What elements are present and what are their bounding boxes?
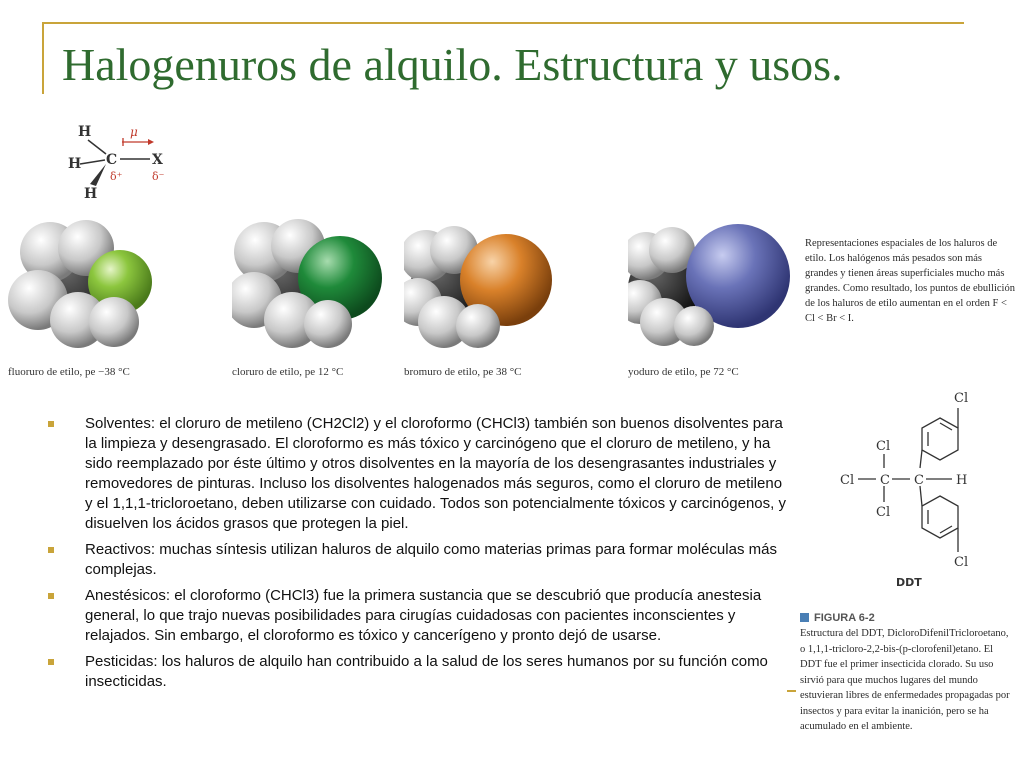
formula-delta-minus: δ⁻	[152, 170, 165, 183]
slide-title: Halogenuros de alquilo. Estructura y usos.	[62, 39, 843, 90]
figure-caption: Estructura del DDT, DicloroDifenilTricloroetano, o 1,1,1-tricloro-2,2-bis-(p-clorofenil)etano. El DDT fue el primer insecticida clorado. Su uso sirvió para que muchos lugares del mundo estuvieran libres de enfermedades propagadas por insectos y para evitar la inanición, pero se ha acumulado en el ambiente.	[800, 628, 1010, 732]
formula-delta-plus: δ⁺	[110, 170, 123, 183]
model-label: yoduro de etilo, pe 72 °C	[628, 366, 739, 378]
figure-heading	[800, 612, 875, 624]
formula-h-left: H	[68, 156, 82, 172]
bullet-marker	[48, 659, 54, 665]
model-label: fluoruro de etilo, pe −38 °C	[8, 366, 130, 378]
decorative-dash	[787, 690, 796, 692]
ddt-h: H	[956, 473, 968, 488]
ddt-cl-lower: Cl	[876, 505, 891, 520]
model-label: bromuro de etilo, pe 38 °C	[404, 366, 522, 378]
bullet-anestesicos	[46, 586, 786, 646]
figure-marker	[800, 613, 809, 622]
title-frame-left	[42, 22, 44, 94]
bullet-text: Anestésicos: el cloroformo (CHCl3) fue la primera sustancia que se descubrió que producía anestesia general, lo que trajo nuevas posibilidades para cirugías cuidadosas con pacientes inconscientes y relajados. Sin embargo, el cloroformo es tóxico y cancerígeno y pronto dejó de usarse.	[85, 587, 762, 644]
bullet-text: Pesticidas: los haluros de alquilo han contribuido a la salud de los seres humanos por su función como insecticidas.	[85, 653, 768, 690]
model-ethyl-fluoride	[8, 210, 218, 380]
bullet-marker	[48, 421, 54, 427]
models-note: Representaciones espaciales de los haluros de etilo. Los halógenos más pesados son más grandes y tienen áreas superficiales mucho más grandes. Como resultado, los puntos de ebullición de los haluros de etilo aumentan en el orden F < Cl < Br < I.	[805, 238, 1015, 324]
formula-mu: μ	[130, 125, 138, 139]
figure-heading-text: FIGURA 6-2	[814, 612, 875, 624]
bullet-text: Solventes: el cloruro de metileno (CH2Cl2) y el cloroformo (CHCl3) también son buenos disolventes para la limpieza y desengrasado. El cloroformo es más tóxico y carcinógeno que el cloruro de metileno, y ha sido reemplazado por éste último y otros disolventes en la mayoría de los desengrasantes industriales y removedores de pinturas. Incluso los disolventes halogenados más seguros, como el cloruro de metileno y el 1,1,1-tricloroetano, deben utilizarse con cuidado. Todos son potencialmente tóxicos y carcinógenos, y disuelven los ácidos grasos que protegen la piel.	[85, 415, 786, 532]
ddt-cl-upper: Cl	[876, 439, 891, 454]
dipole-formula	[68, 122, 188, 204]
ddt-cl-left: Cl	[840, 473, 855, 488]
formula-carbon: C	[106, 152, 118, 168]
formula-h-bottom: H	[84, 186, 98, 202]
bullet-marker	[48, 593, 54, 599]
bullet-solventes	[46, 414, 786, 534]
formula-h-top: H	[78, 124, 92, 140]
ddt-c-center: C	[880, 473, 890, 488]
ethyl-fluoride-model	[8, 210, 218, 360]
ddt-cl-top: Cl	[954, 391, 969, 406]
ddt-structure	[838, 388, 988, 588]
ddt-cl-bottom: Cl	[954, 555, 969, 570]
model-label: cloruro de etilo, pe 12 °C	[232, 366, 344, 378]
ethyl-bromide-model	[404, 210, 614, 360]
ddt-c-right: C	[914, 473, 924, 488]
formula-halogen: X	[152, 152, 163, 168]
bullet-reactivos	[46, 540, 786, 580]
model-ethyl-bromide	[404, 210, 614, 380]
bullet-marker	[48, 547, 54, 553]
bullet-list	[46, 414, 786, 698]
bullet-pesticidas	[46, 652, 786, 692]
title-frame-top	[42, 22, 964, 24]
ddt-name: DDT	[896, 576, 922, 588]
space-filling-models	[0, 210, 800, 380]
bullet-text: Reactivos: muchas síntesis utilizan haluros de alquilo como materias primas para formar moléculas más complejas.	[85, 541, 777, 578]
